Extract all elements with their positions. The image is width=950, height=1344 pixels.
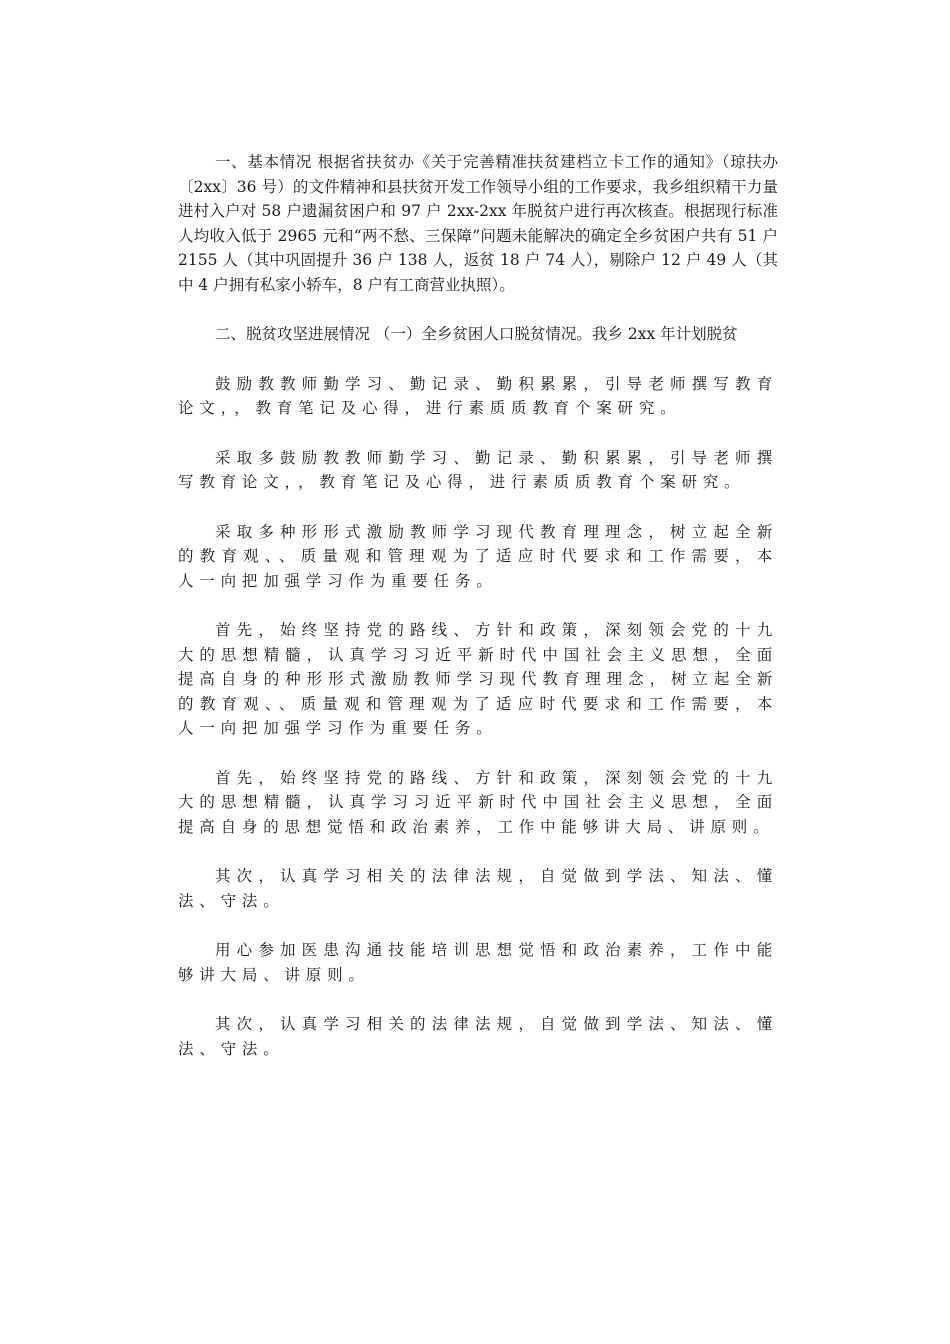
paragraph-first-long: 首先，始终坚持党的路线、方针和政策，深刻领会党的十九大的思想精髓，认真学习习近平新时代中国社会主义思想，全面提高自身的种形形式激励教师学习现代教育理理念，树立起全新的教育观、、质量观和管理观为了适应时代要求和工作需要，本人一向把加强学习作为重要任务。 [178,621,778,737]
paragraph-gap [178,741,778,766]
paragraph-gap [178,347,778,372]
paragraph-gap [178,593,778,618]
paragraph-gap [178,987,778,1012]
paragraph-training: 用心参加医患沟通技能培训思想觉悟和政治素养，工作中能够讲大局、讲原则。 [178,941,778,984]
paragraph-progress: 二、脱贫攻坚进展情况 （一）全乡贫困人口脱贫情况。我乡 2xx 年计划脱贫 [215,325,738,343]
paragraph-gap [178,913,778,938]
paragraph-gap [178,495,778,520]
paragraph-second-repeat: 其次，认真学习相关的法律法规，自觉做到学法、知法、懂法、守法。 [178,1015,778,1058]
document-body [178,150,778,1061]
paragraph-second: 其次，认真学习相关的法律法规，自觉做到学法、知法、懂法、守法。 [178,867,778,910]
paragraph-gap [178,421,778,446]
paragraph-basic-info: 一、基本情况 根据省扶贫办《关于完善精准扶贫建档立卡工作的通知》（琼扶办〔2xx〕36 号）的文件精神和县扶贫开发工作领导小组的工作要求，我乡组织精干力量进村入户对 58 户遗漏贫困户和 97 户 2xx-2xx 年脱贫户进行再次核查。根据现行标准人均收入低于 2965 元和“两不愁、三保障”问题未能解决的确定全乡贫困户共有 51 户 2155 人（其中巩固提升 36 户 138 人，返贫 18 户 74 人），剔除户 12 户 49 人（其中 4 户拥有私家小轿车，8 户有工商营业执照）。 [178,153,778,294]
paragraph-gap [178,297,778,322]
paragraph-encourage: 鼓励教教师勤学习、勤记录、勤积累累，引导老师撰写教育论文，，教育笔记及心得，进行素质质教育个案研究。 [178,374,778,417]
paragraph-measures: 采取多鼓励教教师勤学习、勤记录、勤积累累，引导老师撰写教育论文，，教育笔记及心得，进行素质质教育个案研究。 [178,448,778,491]
paragraph-gap [178,839,778,864]
paragraph-motivate: 采取多种形形式激励教师学习现代教育理理念，树立起全新的教育观、、质量观和管理观为了适应时代要求和工作需要，本人一向把加强学习作为重要任务。 [178,522,778,590]
paragraph-first: 首先，始终坚持党的路线、方针和政策，深刻领会党的十九大的思想精髓，认真学习习近平新时代中国社会主义思想，全面提高自身的思想觉悟和政治素养，工作中能够讲大局、讲原则。 [178,768,778,836]
